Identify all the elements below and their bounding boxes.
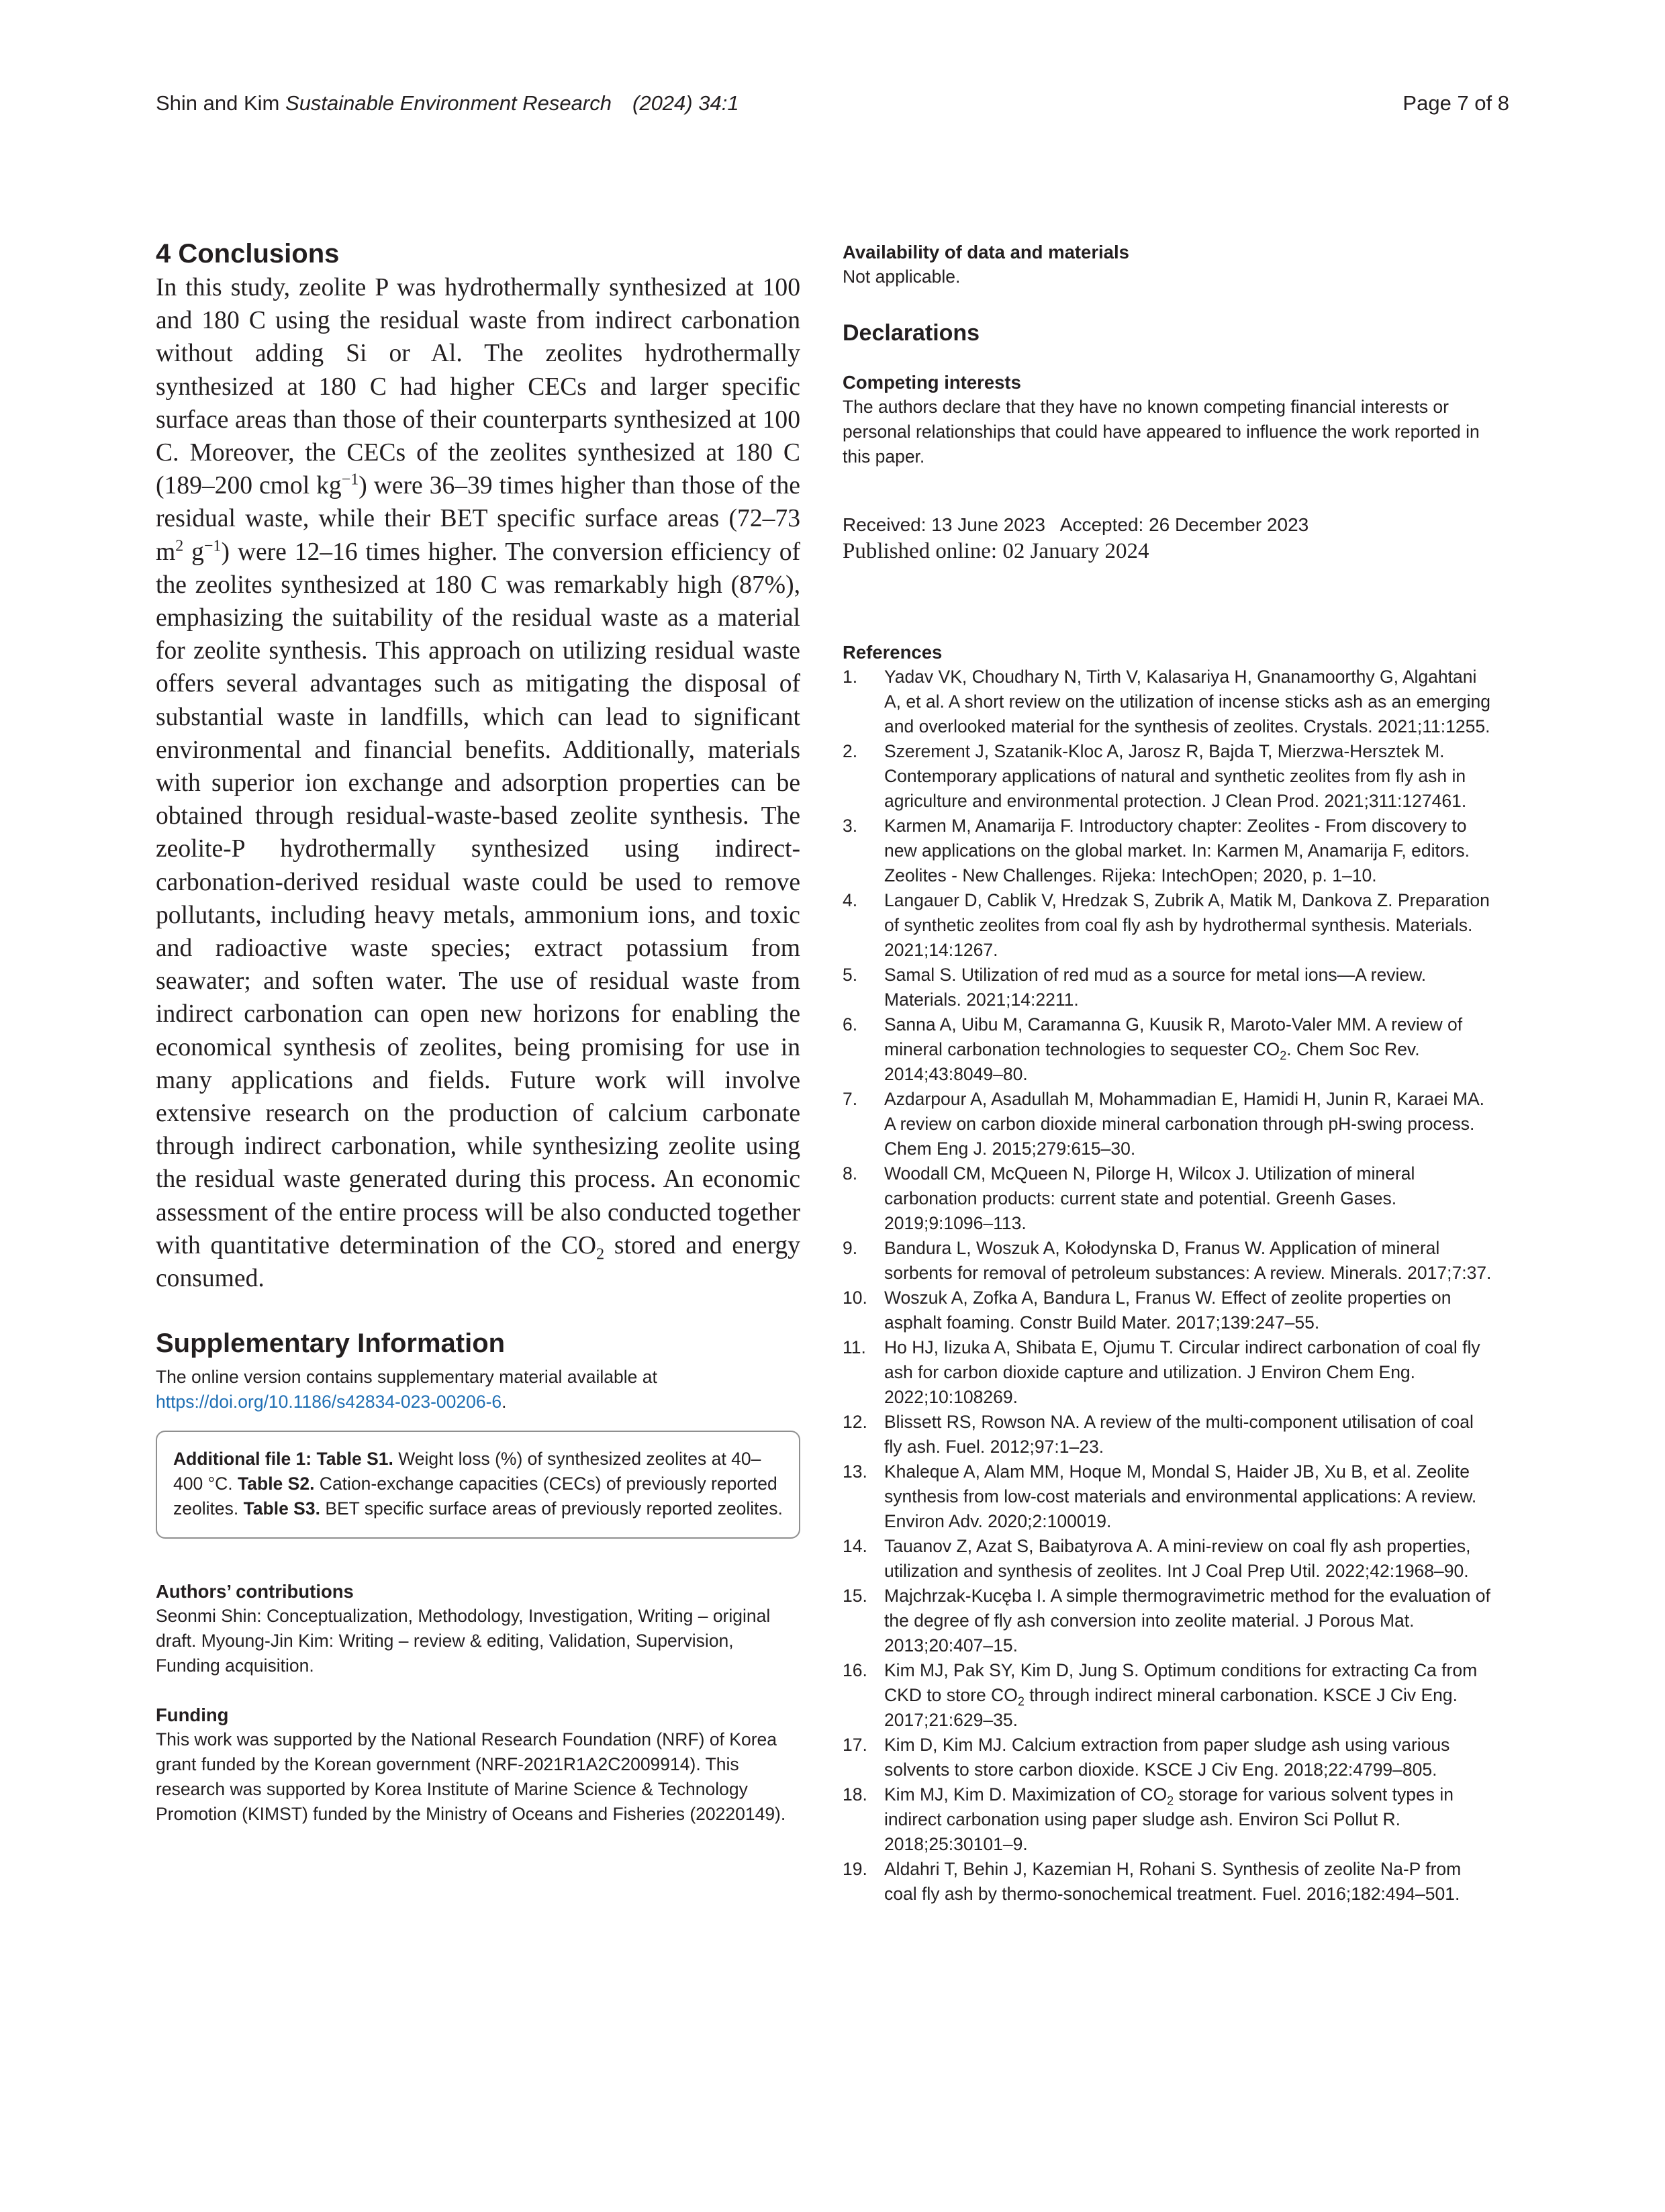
reference-number: 14. [843, 1536, 867, 1556]
reference-number: 13. [843, 1461, 867, 1482]
reference-item [843, 1012, 1494, 1087]
header-citation [156, 86, 612, 121]
reference-item [843, 1410, 1494, 1459]
reference-text: Kim MJ, Kim D. Maximization of $CO_2$ storage for various solvent types in indirect carbonation using paper sludge ash. Environ Sci Pollut R. 2018;25:30101–9. [884, 1784, 1454, 1854]
references-section [843, 640, 1494, 1907]
reference-number: 12. [843, 1412, 867, 1432]
reference-item [843, 1658, 1494, 1733]
reference-text: Langauer D, Cablik V, Hredzak S, Zubrik A, Matik M, Dankova Z. Preparation of synthetic zeolites from coal fly ash by hydrothermal synthesis. Materials. 2021;14:1267. [884, 890, 1490, 960]
reference-text: Khaleque A, Alam MM, Hoque M, Mondal S, Haider JB, Xu B, et al. Zeolite synthesis from low-cost materials and environmental applications: A review. Environ Adv. 2020;2:100019. [884, 1461, 1477, 1531]
conclusions-paragraph: In this study, zeolite P was hydrothermally synthesized at 100 and 180 C using the residual waste from indirect carbonation without adding Si or Al. The zeolites hydrothermally synthesized at 180 C had higher CECs and larger specific surface areas than those of their counterparts synthesized at 100 C. Moreover, the CECs of the zeolites synthesized at 180 C (189–200 cmol $kg^{-1}$) were 36–39 times higher than those of the residual waste, while their BET specific surface areas (72–73 $m^2$ $g^{-1}$) were 12–16 times higher. The conversion efficiency of the zeolites synthesized at 180 C was remarkably high (87%), emphasizing the suitability of the residual waste as a material for zeolite synthesis. This approach on utilizing residual waste offers several advantages such as mitigating the disposal of substantial waste in landfills, which can lead to significant environmental and financial benefits. Additionally, materials with superior ion exchange and adsorption properties can be obtained through residual-waste-based zeolite synthesis. The zeolite-P hydrothermally synthesized using indirect-carbonation-derived residual waste could be used to remove pollutants, including heavy metals, ammonium ions, and toxic and radioactive waste species; extract potassium from seawater; and soften water. The use of residual waste from indirect carbonation can open new horizons for enabling the economical synthesis of zeolites, being promising for use in many applications and fields. Future work will involve extensive research on the production of calcium carbonate through indirect carbonation, while synthesizing zeolite using the residual waste generated during this process. An economic assessment of the entire process will be also conducted together with quantitative determination of the $CO_2$ stored and energy consumed. [156, 274, 800, 1293]
header-page-number: Page 7 of 8 [1402, 91, 1509, 115]
reference-item [843, 1286, 1494, 1335]
reference-item [843, 1584, 1494, 1658]
declarations-heading: Declarations [843, 320, 980, 346]
reference-text: Kim MJ, Pak SY, Kim D, Jung S. Optimum conditions for extracting Ca from CKD to store $CO_2$ through indirect mineral carbonation. KSCE J Civ Eng. 2017;21:629–35. [884, 1660, 1478, 1730]
funding-section [156, 1702, 800, 1827]
reference-number: 1. [843, 667, 858, 687]
reference-number: 9. [843, 1238, 858, 1258]
reference-text: Samal S. Utilization of red mud as a source for metal ions—A review. Materials. 2021;14:2211. [884, 965, 1427, 1010]
references-list [843, 665, 1494, 1907]
reference-text: Aldahri T, Behin J, Kazemian H, Rohani S. Synthesis of zeolite Na-P from coal fly ash by thermo-sonochemical treatment. Fuel. 2016;182:494–501. [884, 1859, 1462, 1904]
reference-number: 16. [843, 1660, 867, 1680]
reference-text: Woszuk A, Zofka A, Bandura L, Franus W. Effect of zeolite properties on asphalt foaming. Constr Build Mater. 2017;139:247–55. [884, 1288, 1452, 1333]
reference-text: Majchrzak-Kucęba I. A simple thermogravimetric method for the evaluation of the degree of fly ash conversion into zeolite material. J Porous Mat. 2013;20:407–15. [884, 1586, 1490, 1655]
received-accepted-dates: Received: 13 June 2023 Accepted: 26 December 2023 [843, 514, 1309, 535]
reference-number: 8. [843, 1163, 858, 1184]
availability-heading: Availability of data and materials [843, 242, 1129, 262]
reference-number: 3. [843, 816, 858, 836]
reference-number: 11. [843, 1337, 866, 1357]
reference-item [843, 1857, 1494, 1907]
availability-text: Not applicable. [843, 267, 961, 287]
supplementary-text: The online version contains supplementary material available at https://doi.org/10.1186/s42834-023-00206-6. [156, 1367, 657, 1412]
additional-file-box [156, 1431, 800, 1539]
additional-file-text: Additional file 1: Table S1. Weight loss (%) of synthesized zeolites at 40–400 °C. Table S2. Cation-exchange capacities (CECs) of previously reported zeolites. Table S3. BET specific surface areas of previously reported zeolites. [173, 1449, 783, 1519]
reference-number: 15. [843, 1586, 867, 1606]
reference-text: Ho HJ, Iizuka A, Shibata E, Ojumu T. Circular indirect carbonation of coal fly ash for carbon dioxide capture and utilization. J Environ Chem Eng. 2022;10:108269. [884, 1337, 1480, 1407]
contributions-heading: Authors’ contributions [156, 1581, 354, 1602]
references-heading: References [843, 642, 943, 663]
reference-item [843, 1733, 1494, 1782]
reference-item [843, 1782, 1494, 1857]
dates-section [843, 512, 1494, 565]
reference-text: Karmen M, Anamarija F. Introductory chapter: Zeolites - From discovery to new applications on the global market. In: Karmen M, Anamarija F, editors. Zeolites - New Challenges. Rijeka: IntechOpen; 2020, p. 1–10. [884, 816, 1470, 885]
reference-item [843, 665, 1494, 739]
reference-text: Sanna A, Uibu M, Caramanna G, Kuusik R, Maroto-Valer MM. A review of mineral carbonation technologies to sequester $CO_2$. Chem Soc Rev. 2014;43:8049–80. [884, 1014, 1463, 1084]
reference-text: Azdarpour A, Asadullah M, Mohammadian E, Hamidi H, Junin R, Karaei MA. A review on carbon dioxide mineral carbonation through pH-swing process. Chem Eng J. 2015;279:615–30. [884, 1089, 1485, 1159]
reference-text: Blissett RS, Rowson NA. A review of the multi-component utilisation of coal fly ash. Fuel. 2012;97:1–23. [884, 1412, 1474, 1457]
reference-item [843, 1335, 1494, 1410]
funding-text: This work was supported by the National Research Foundation (NRF) of Korea grant funded by the Korean government (NRF-2021R1A2C2009914). This research was supported by Korea Institute of Marine Science & Technology Promotion (KIMST) funded by the Ministry of Oceans and Fisheries (20220149). [156, 1729, 786, 1825]
supplementary-heading: Supplementary Information [156, 1329, 506, 1359]
reference-number: 18. [843, 1784, 867, 1805]
supplementary-doi-link[interactable]: https://doi.org/10.1186/s42834-023-00206-6 [156, 1392, 502, 1412]
funding-heading: Funding [156, 1704, 229, 1726]
reference-number: 17. [843, 1735, 867, 1755]
reference-item [843, 814, 1494, 888]
reference-number: 4. [843, 890, 858, 910]
conclusions-heading: 4 Conclusions [156, 239, 340, 269]
reference-item [843, 888, 1494, 963]
reference-text: Woodall CM, McQueen N, Pilorge H, Wilcox J. Utilization of mineral carbonation products: current state and potential. Greenh Gases. 2019;9:1096–113. [884, 1163, 1415, 1233]
reference-item [843, 1087, 1494, 1161]
right-column [843, 240, 1494, 1907]
reference-number: 19. [843, 1859, 867, 1879]
header-journal: Sustainable Environment Research [285, 91, 612, 115]
reference-item [843, 963, 1494, 1012]
reference-item [843, 1161, 1494, 1236]
header-authors: Shin and Kim [156, 91, 280, 115]
running-header [156, 86, 1509, 121]
reference-number: 5. [843, 965, 858, 985]
published-date: Published online: 02 January 2024 [843, 539, 1149, 563]
reference-text: Yadav VK, Choudhary N, Tirth V, Kalasariya H, Gnanamoorthy G, Algahtani A, et al. A short review on the utilization of incense sticks ash as an emerging and overlooked material for the synthesis of zeolites. Crystals. 2021;11:1255. [884, 667, 1490, 736]
competing-interests-heading: Competing interests [843, 372, 1021, 393]
reference-text: Szerement J, Szatanik-Kloc A, Jarosz R, Bajda T, Mierzwa-Hersztek M. Contemporary applications of natural and synthetic zeolites from fly ash in agriculture and environmental protection. J Clean Prod. 2021;311:127461. [884, 741, 1467, 811]
header-year-volume: (2024) 34:1 [632, 91, 739, 115]
reference-text: Bandura L, Woszuk A, Kołodynska D, Franus W. Application of mineral sorbents for removal of petroleum substances: A review. Minerals. 2017;7:37. [884, 1238, 1492, 1283]
reference-item [843, 1534, 1494, 1584]
competing-interests-text: The authors declare that they have no known competing financial interests or personal relationships that could have appeared to influence the work reported in this paper. [843, 397, 1480, 467]
reference-number: 2. [843, 741, 858, 761]
reference-text: Kim D, Kim MJ. Calcium extraction from paper sludge ash using various solvents to store carbon dioxide. KSCE J Civ Eng. 2018;22:4799–805. [884, 1735, 1450, 1780]
reference-number: 7. [843, 1089, 858, 1109]
contributions-text: Seonmi Shin: Conceptualization, Methodology, Investigation, Writing – original draft. Myoung-Jin Kim: Writing – review & editing, Validation, Supervision, Funding acquisition. [156, 1606, 771, 1676]
contributions-section [156, 1579, 800, 1678]
left-column [156, 236, 800, 1827]
reference-text: Tauanov Z, Azat S, Baibatyrova A. A mini-review on coal fly ash properties, utilization and synthesis of zeolites. Int J Coal Prep Util. 2022;42:1968–90. [884, 1536, 1471, 1581]
reference-item [843, 1459, 1494, 1534]
reference-number: 6. [843, 1014, 858, 1035]
reference-item [843, 1236, 1494, 1286]
reference-item [843, 739, 1494, 814]
reference-number: 10. [843, 1288, 867, 1308]
